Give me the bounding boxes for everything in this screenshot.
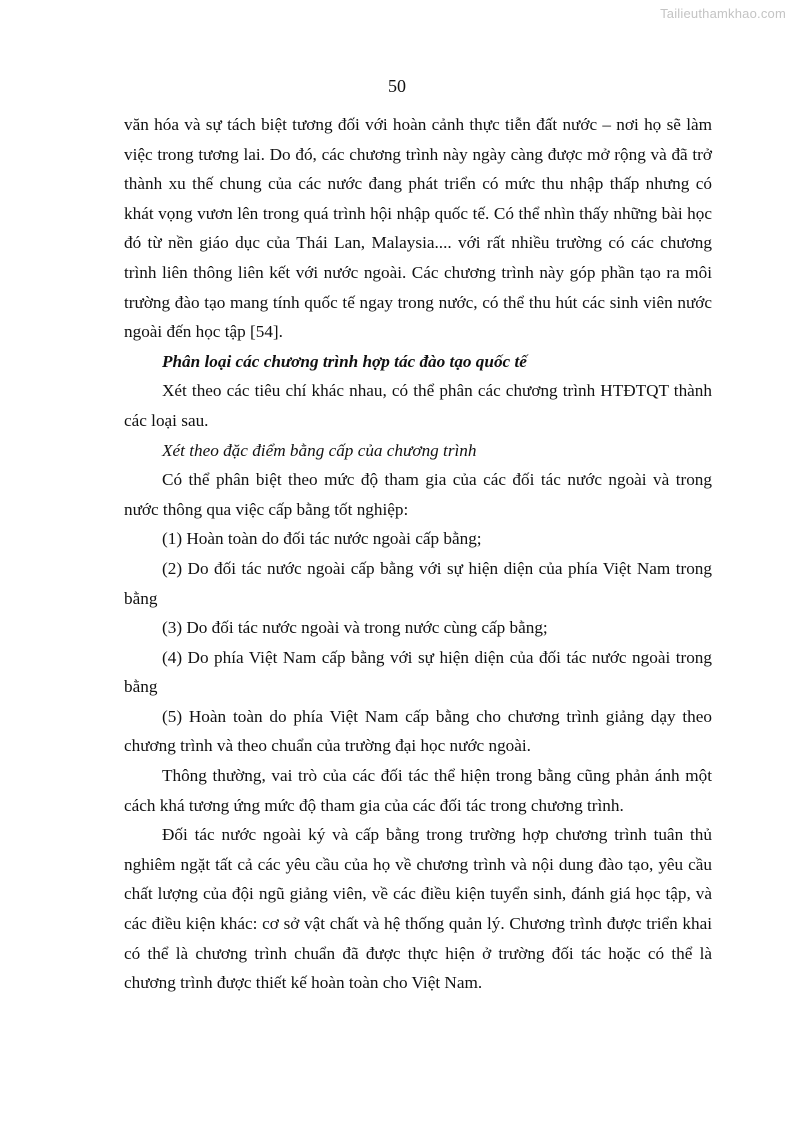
section-heading: Phân loại các chương trình hợp tác đào tạo quốc tế	[162, 351, 527, 371]
list-item: (1) Hoàn toàn do đối tác nước ngoài cấp bằng;	[162, 529, 482, 549]
paragraph-continuation: văn hóa và sự tách biệt tương đối với hoàn cảnh thực tiễn đất nước – nơi họ sẽ làm việc trong tương lai. Do đó, các chương trình này ngày càng được mở rộng và đã trở thành xu thế chung của các nước đang phát triển có mức thu nhập thấp nhưng có khát vọng vươn lên trong quá trình hội nhập quốc tế. Có thể nhìn thấy những bài học đó từ nền giáo dục của Thái Lan, Malaysia.... với rất nhiều trường có các chương trình liên thông liên kết với nước ngoài. Các chương trình này góp phần tạo ra môi trường đào tạo mang tính quốc tế ngay trong nước, có thể thu hút các sinh viên nước ngoài đến học tập [54].	[124, 115, 712, 342]
list-item: (4) Do phía Việt Nam cấp bằng với sự hiện diện của đối tác nước ngoài trong bằng	[124, 647, 712, 697]
paragraph: Thông thường, vai trò của các đối tác thể hiện trong bằng cũng phản ánh một cách khá tương ứng mức độ tham gia của các đối tác trong chương trình.	[124, 766, 712, 815]
list-item: (5) Hoàn toàn do phía Việt Nam cấp bằng cho chương trình giảng dạy theo chương trình và theo chuẩn của trường đại học nước ngoài.	[124, 706, 712, 756]
paragraph: Có thể phân biệt theo mức độ tham gia của các đối tác nước ngoài và trong nước thông qua việc cấp bằng tốt nghiệp:	[124, 470, 712, 519]
paragraph: Đối tác nước ngoài ký và cấp bằng trong trường hợp chương trình tuân thủ nghiêm ngặt tất cả các yêu cầu của họ về chương trình và nội dung đào tạo, yêu cầu chất lượng của đội ngũ giảng viên, về các điều kiện tuyển sinh, đánh giá học tập, và các điều kiện khác: cơ sở vật chất và hệ thống quản lý. Chương trình được triển khai có thể là chương trình chuẩn đã được thực hiện ở trường đối tác hoặc có thể là chương trình được thiết kế hoàn toàn cho Việt Nam.	[124, 825, 712, 993]
subsection-heading: Xét theo đặc điểm bằng cấp của chương trình	[162, 440, 477, 460]
list-item: (3) Do đối tác nước ngoài và trong nước cùng cấp bằng;	[162, 618, 548, 638]
document-body	[124, 110, 712, 998]
paragraph: Xét theo các tiêu chí khác nhau, có thể phân các chương trình HTĐTQT thành các loại sau.	[124, 381, 712, 430]
list-item: (2) Do đối tác nước ngoài cấp bằng với sự hiện diện của phía Việt Nam trong bằng	[124, 558, 712, 608]
page-number: 50	[388, 76, 406, 96]
watermark-text: Tailieuthamkhao.com	[660, 6, 786, 21]
